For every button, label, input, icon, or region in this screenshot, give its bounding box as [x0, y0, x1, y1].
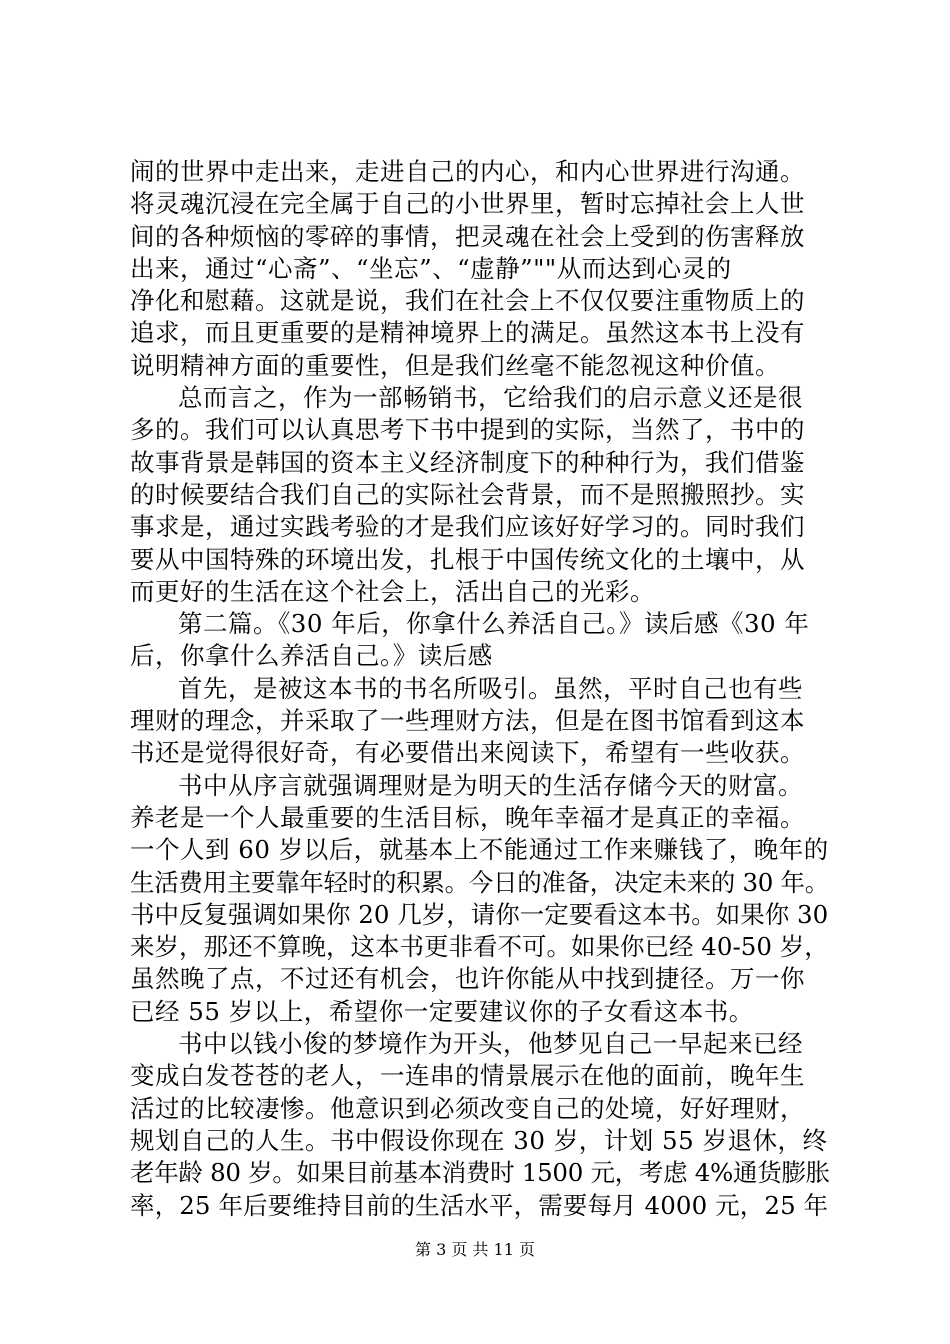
text-line: 总而言之，作为一部畅销书，它给我们的启示意义还是很 — [178, 383, 803, 413]
text-line: 生活费用主要靠年轻时的积累。今日的准备，决定未来的 30 年。 — [130, 867, 829, 897]
text-line: 闹的世界中走出来，走进自己的内心，和内心世界进行沟通。 — [130, 157, 805, 186]
text-line: 将灵魂沉浸在完全属于自己的小世界里，暂时忘掉社会上人世 — [130, 189, 805, 219]
text-line: 已经 55 岁以上，希望你一定要建议你的子女看这本书。 — [130, 996, 754, 1026]
text-line: 书中以钱小俊的梦境作为开头，他梦见自己一早起来已经 — [178, 1029, 803, 1059]
text-line: 第二篇。《30 年后，你拿什么养活自己。》读后感《30 年 — [178, 609, 810, 639]
text-line: 老年龄 80 岁。如果目前基本消费时 1500 元，考虑 4%通货膨胀 — [130, 1158, 830, 1188]
text-line: 来岁，那还不算晚，这本书更非看不可。如果你已经 40-50 岁， — [130, 932, 829, 962]
text-line: 变成白发苍苍的老人，一连串的情景展示在他的面前，晚年生 — [130, 1061, 805, 1091]
text-line: 首先，是被这本书的书名所吸引。虽然，平时自己也有些 — [178, 673, 803, 703]
text-line: 书中反复强调如果你 20 几岁，请你一定要看这本书。如果你 30 — [130, 899, 829, 929]
text-line: 说明精神方面的重要性，但是我们丝毫不能忽视这种价值。 — [130, 350, 780, 380]
text-line: 虽然晚了点，不过还有机会，也许你能从中找到捷径。万一你 — [130, 964, 805, 994]
text-line: 一个人到 60 岁以后，就基本上不能通过工作来赚钱了，晚年的 — [130, 835, 829, 865]
text-line: 书还是觉得很好奇，有必要借出来阅读下，希望有一些收获。 — [130, 738, 805, 768]
text-line: 追求，而且更重要的是精神境界上的满足。虽然这本书上没有 — [130, 318, 805, 348]
text-line: 多的。我们可以认真思考下书中提到的实际，当然了，书中的 — [130, 415, 805, 445]
text-line: 理财的理念，并采取了一些理财方法，但是在图书馆看到这本 — [130, 706, 805, 736]
text-line: 书中从序言就强调理财是为明天的生活存储今天的财富。 — [178, 770, 803, 800]
text-line: 养老是一个人最重要的生活目标，晚年幸福才是真正的幸福。 — [130, 802, 805, 832]
text-line: 活过的比较凄惨。他意识到必须改变自己的处境，好好理财， — [130, 1093, 805, 1123]
text-line: 间的各种烦恼的零碎的事情，把灵魂在社会上受到的伤害释放 — [130, 221, 805, 251]
text-line: 事求是，通过实践考验的才是我们应该好好学习的。同时我们 — [130, 512, 805, 542]
text-line: 规划自己的人生。书中假设你现在 30 岁，计划 55 岁退休，终 — [130, 1125, 828, 1155]
text-line: 出来，通过“心斋”、“坐忘”、“虚静”""从而达到心灵的 — [130, 253, 732, 283]
page-footer: 第 3 页 共 11 页 — [415, 1240, 535, 1259]
text-line: 要从中国特殊的环境出发，扎根于中国传统文化的土壤中，从 — [130, 544, 805, 574]
text-line: 率，25 年后要维持目前的生活水平，需要每月 4000 元，25 年 — [130, 1190, 829, 1220]
text-line: 的时候要结合我们自己的实际社会背景，而不是照搬照抄。实 — [130, 479, 805, 509]
text-line: 故事背景是韩国的资本主义经济制度下的种种行为，我们借鉴 — [130, 447, 805, 477]
text-line: 而更好的生活在这个社会上，活出自己的光彩。 — [130, 576, 655, 606]
text-line: 净化和慰藉。这就是说，我们在社会上不仅仅要注重物质上的 — [130, 286, 805, 316]
text-line: 后，你拿什么养活自己。》读后感 — [130, 641, 493, 671]
document-body — [130, 156, 830, 1222]
